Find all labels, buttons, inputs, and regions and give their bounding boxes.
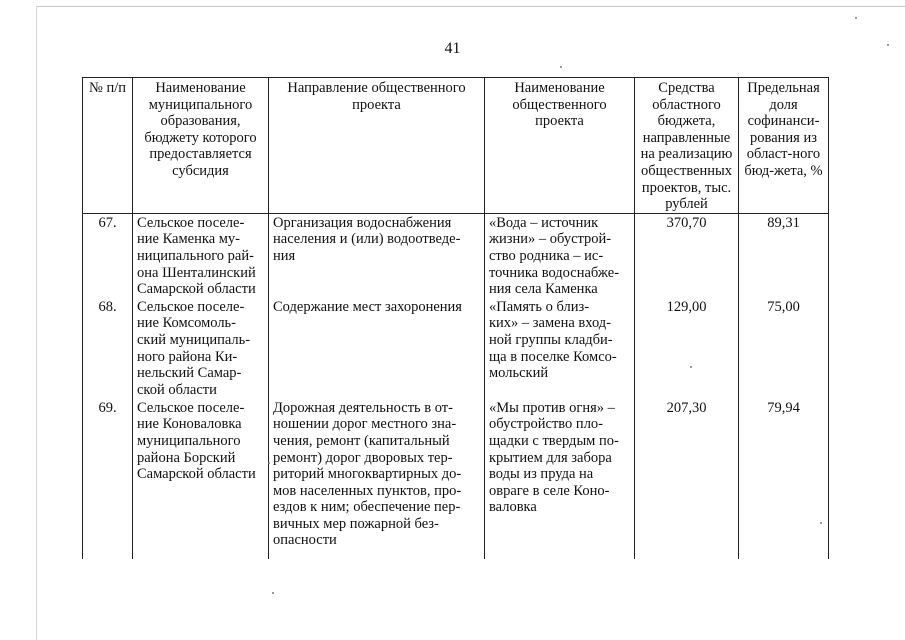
row-amount: 129,00: [635, 298, 739, 399]
row-municipality: Сельское поселе- ние Коноваловка муниципального района Борский Самарской области: [133, 399, 269, 559]
row-project: «Мы против огня» – обустройство пло- щадки с твердым по- крытием для забора воды из пруда на овраге в селе Коно- валовка: [485, 399, 635, 559]
scan-speck: [820, 522, 822, 524]
scan-speck: [887, 44, 889, 46]
table-header: [83, 78, 829, 214]
row-direction: Организация водоснабжения населения и (или) водоотведе- ния: [269, 213, 485, 297]
scan-speck: [268, 462, 270, 464]
row-amount: 370,70: [635, 213, 739, 297]
row-project: «Вода – источник жизни» – обустрой- ство родника – ис- точника водоснабже- ния села Каменка: [485, 213, 635, 297]
scan-speck: [560, 66, 562, 68]
header-direction: Направление общественного проекта: [269, 78, 485, 214]
page-number: 41: [444, 40, 461, 57]
row-share: 89,31: [739, 213, 829, 297]
row-municipality: Сельское поселе- ние Комсомоль- ский муниципаль- ного района Ки- нельский Самар- ской области: [133, 298, 269, 399]
row-number: 67.: [83, 213, 133, 297]
row-number: 68.: [83, 298, 133, 399]
scan-speck: [272, 592, 274, 594]
row-share: 75,00: [739, 298, 829, 399]
table-row: [83, 399, 829, 559]
subsidy-table: [82, 77, 829, 559]
row-direction: Дорожная деятельность в от- ношении дорог местного зна- чения, ремонт (капитальный ремонт) дорог дворовых тер- риторий многоквартирных до- мов населенных пунктов, про- ездов к ним; обеспечение пер- вичных мер пожарной без- опасности: [269, 399, 485, 559]
scan-edge-top: [36, 6, 905, 7]
row-direction: Содержание мест захоронения: [269, 298, 485, 399]
scan-speck: [690, 366, 692, 368]
row-amount: 207,30: [635, 399, 739, 559]
scan-edge-left: [36, 6, 37, 640]
header-project-name: Наименование общественного проекта: [485, 78, 635, 214]
table-body: [83, 213, 829, 558]
row-project: «Память о близ- ких» – замена вход- ной группы кладби- ща в поселке Комсо- мольский: [485, 298, 635, 399]
row-municipality: Сельское поселе- ние Каменка му- ниципального рай- она Шенталинский Самарской области: [133, 213, 269, 297]
row-number: 69.: [83, 399, 133, 559]
header-cofinancing-share: Предельная доля софинанси-рования из област-ного бюд-жета, %: [739, 78, 829, 214]
header-row: [83, 78, 829, 214]
header-municipality: Наименование муниципального образования, бюджету которого предоставляется субсидия: [133, 78, 269, 214]
scan-speck: [855, 17, 857, 19]
row-share: 79,94: [739, 399, 829, 559]
header-budget-amount: Средства областного бюджета, направленные на реализацию общественных проектов, тыс. рублей: [635, 78, 739, 214]
table-row: [83, 298, 829, 399]
header-number: № п/п: [83, 78, 133, 214]
table-row: [83, 213, 829, 297]
